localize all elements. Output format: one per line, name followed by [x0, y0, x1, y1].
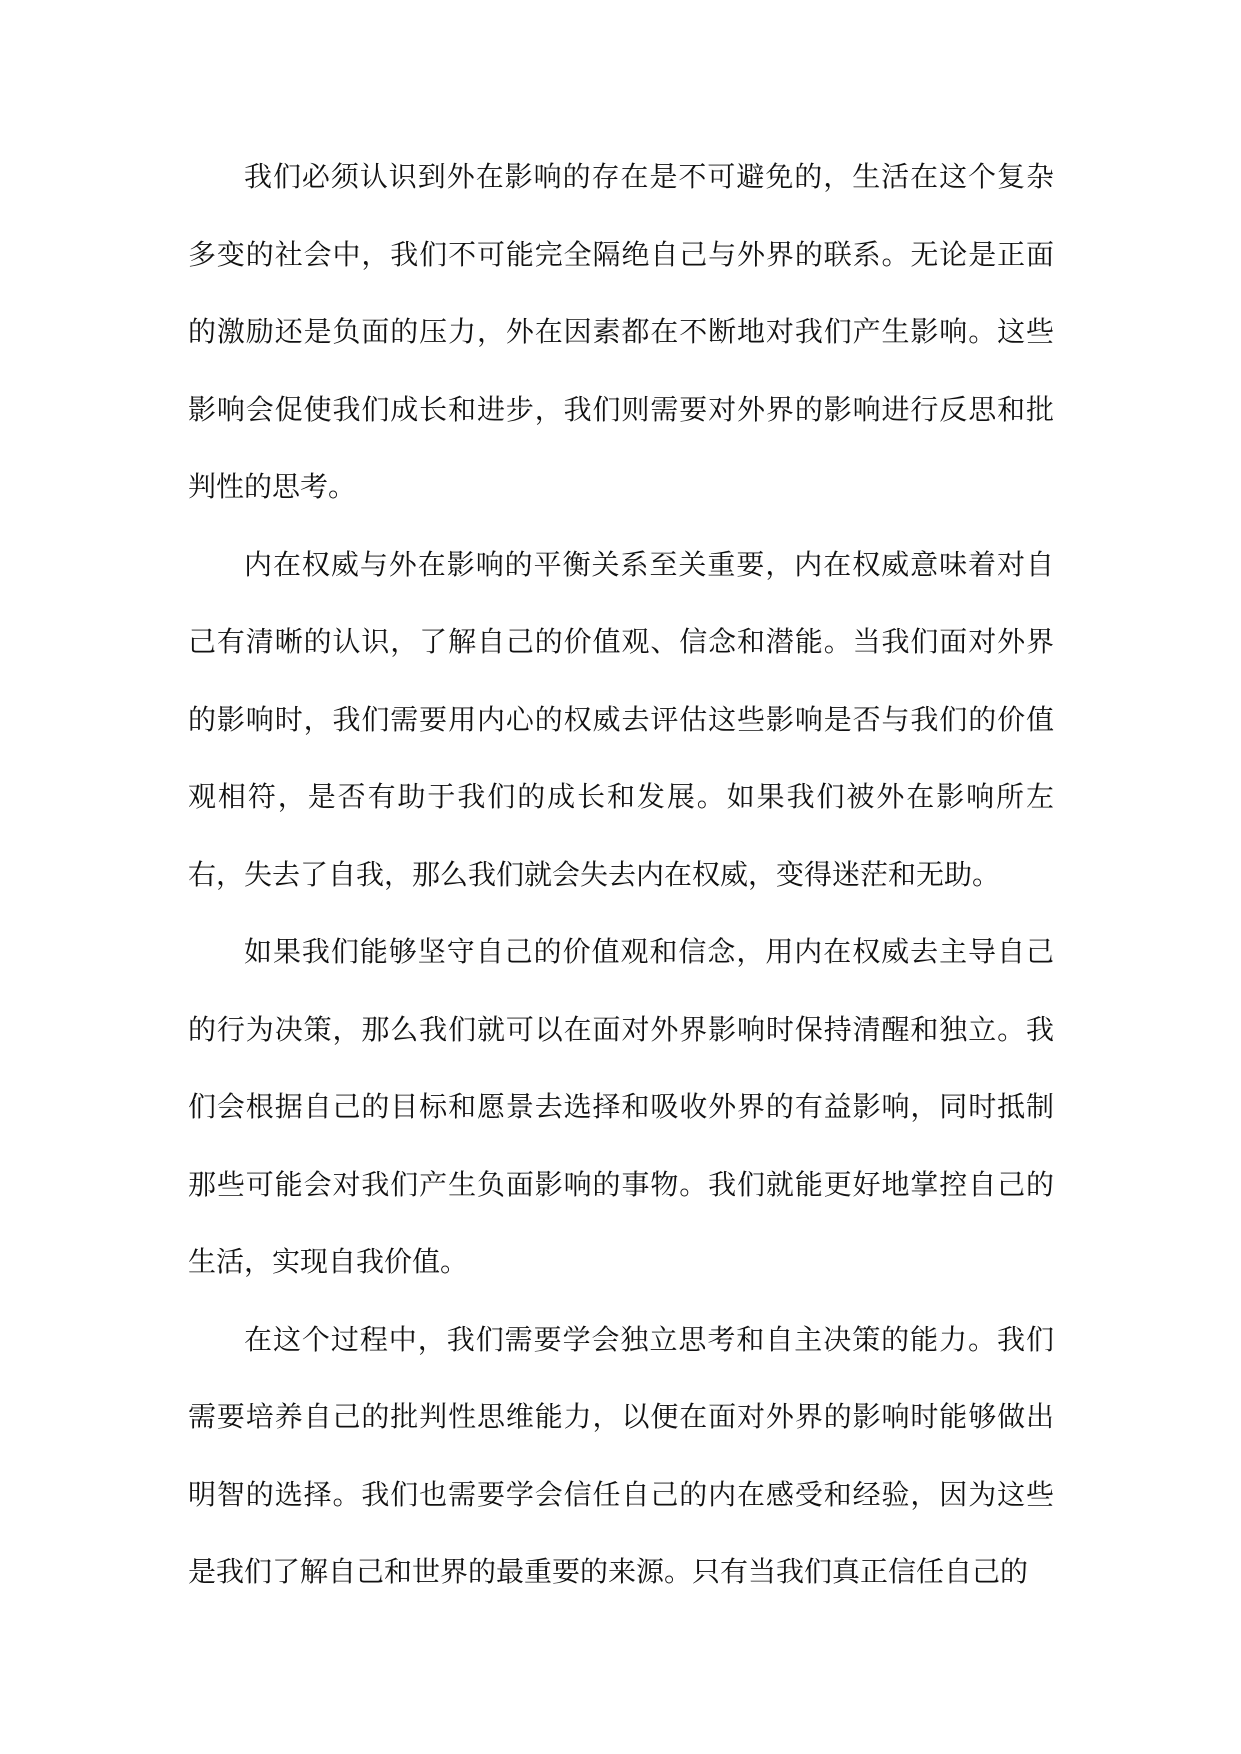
paragraph-4: 在这个过程中，我们需要学会独立思考和自主决策的能力。我们需要培养自己的批判性思维能力，以便在面对外界的影响时能够做出明智的选择。我们也需要学会信任自己的内在感受和经验，因为这些是我们了解自己和世界的最重要的来源。只有当我们真正信任自己的: [188, 1322, 1054, 1588]
paragraph-1: 我们必须认识到外在影响的存在是不可避免的，生活在这个复杂多变的社会中，我们不可能完全隔绝自己与外界的联系。无论是正面的激励还是负面的压力，外在因素都在不断地对我们产生影响。这些影响会促使我们成长和进步，我们则需要对外界的影响进行反思和批判性的思考。: [188, 160, 1054, 503]
document-body: [188, 138, 1054, 1611]
paragraph-2: 内在权威与外在影响的平衡关系至关重要，内在权威意味着对自己有清晰的认识，了解自己的价值观、信念和潜能。当我们面对外界的影响时，我们需要用内心的权威去评估这些影响是否与我们的价值观相符，是否有助于我们的成长和发展。如果我们被外在影响所左右，失去了自我，那么我们就会失去内在权威，变得迷茫和无助。: [188, 547, 1054, 891]
paragraph-3: 如果我们能够坚守自己的价值观和信念，用内在权威去主导自己的行为决策，那么我们就可以在面对外界影响时保持清醒和独立。我们会根据自己的目标和愿景去选择和吸收外界的有益影响，同时抵制那些可能会对我们产生负面影响的事物。我们就能更好地掌控自己的生活，实现自我价值。: [188, 935, 1054, 1278]
